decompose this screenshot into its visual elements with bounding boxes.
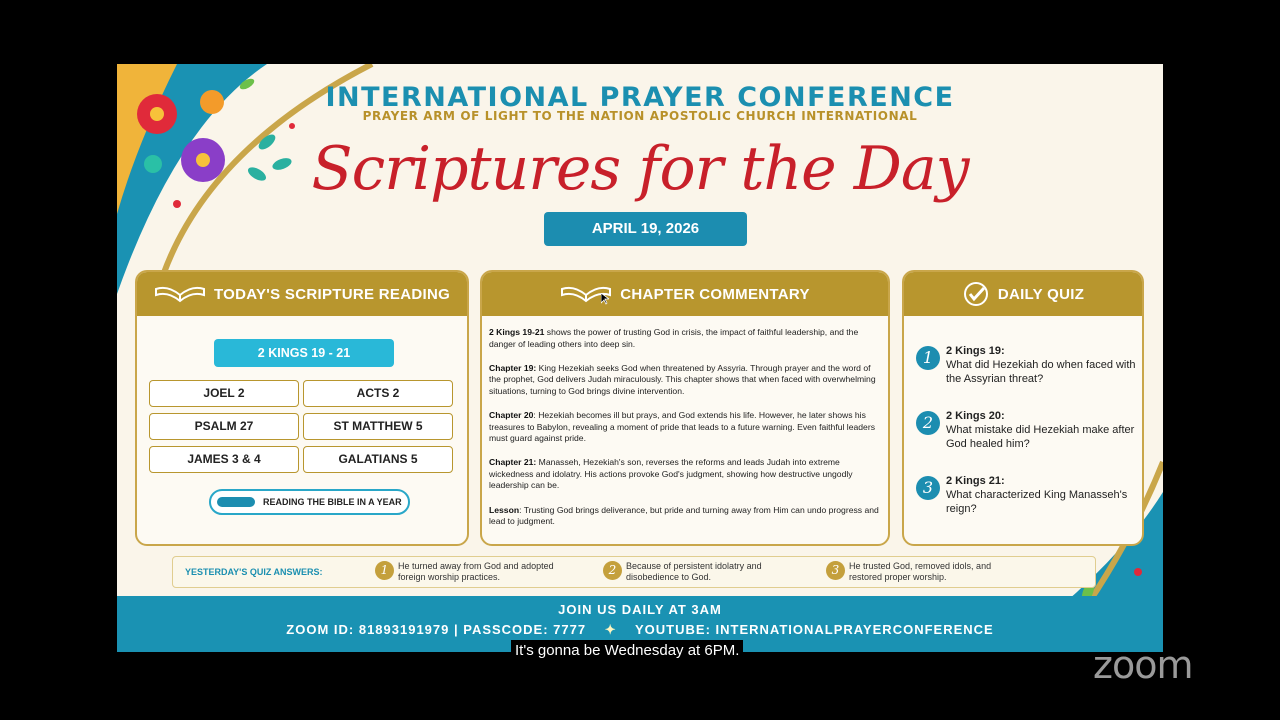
open-book-icon — [154, 285, 206, 303]
answer-item — [603, 561, 803, 582]
commentary-paragraph: Chapter 19: King Hezekiah seeks God when threatened by Assyria. Through prayer and the word of the prophet, God delivers Judah miraculously. This chapter shows that when faced with overwhelming situations, turning to God brings divine intervention. — [489, 362, 876, 396]
quiz-item — [916, 344, 1136, 386]
date-badge: APRIL 19, 2026 — [544, 212, 747, 246]
zoom-id-text: ZOOM ID: 81893191979 | PASSCODE: 7777 — [286, 622, 587, 637]
reading-item: ACTS 2 — [303, 380, 453, 407]
daily-quiz-panel — [902, 270, 1144, 546]
chapter-commentary-panel — [480, 270, 890, 546]
reading-item: GALATIANS 5 — [303, 446, 453, 473]
answer-item — [375, 561, 575, 582]
sparkle-icon: ✦ — [604, 622, 617, 637]
commentary-body — [489, 327, 881, 540]
zoom-logo: zoom — [1093, 643, 1193, 687]
quiz-heading: DAILY QUIZ — [997, 285, 1085, 303]
yesterday-label: YESTERDAY'S QUIZ ANSWERS: — [185, 567, 323, 577]
quiz-question: What did Hezekiah do when faced with the Assyrian threat? — [946, 359, 1136, 385]
commentary-paragraph: Chapter 20: Hezekiah becomes ill but prays, and God extends his life. However, he later shows his treasures to Babylon, revealing a moment of pride that leads to a future warning. Even faithful leaders must guard against pride. — [489, 409, 875, 444]
answer-text: Because of persistent idolatry and disobedience to God. — [626, 561, 762, 582]
quiz-item — [916, 474, 1136, 516]
commentary-paragraph: Chapter 21: Manasseh, Hezekiah's son, reverses the reforms and leads Judah into extreme wickedness and idolatry. His actions provoke God's judgment, showing how destructive ungodly leadership can be. — [489, 457, 853, 491]
quiz-number: 1 — [916, 346, 940, 370]
quiz-ref: 2 Kings 21: — [946, 475, 1005, 487]
footer-contact — [117, 622, 1163, 638]
answer-item — [826, 561, 1026, 582]
answer-number: 2 — [603, 561, 622, 580]
reading-grid — [149, 380, 455, 473]
answer-number: 1 — [375, 561, 394, 580]
quiz-question: What mistake did Hezekiah make after God healed him? — [946, 424, 1135, 450]
quiz-header — [904, 272, 1142, 316]
quiz-number: 3 — [916, 476, 940, 500]
quiz-ref: 2 Kings 20: — [946, 410, 1005, 422]
answer-text: He turned away from God and adopted foreign worship practices. — [398, 561, 554, 582]
shared-screen-slide — [117, 64, 1163, 652]
progress-fill — [217, 497, 255, 507]
quiz-item — [916, 409, 1136, 451]
progress-label: READING THE BIBLE IN A YEAR — [263, 497, 402, 507]
quiz-ref: 2 Kings 19: — [946, 345, 1005, 357]
script-title: Scriptures for the Day — [311, 134, 969, 204]
scripture-reading-header — [137, 272, 467, 316]
commentary-heading: CHAPTER COMMENTARY — [620, 285, 810, 303]
main-reading-chip: 2 KINGS 19 - 21 — [214, 339, 394, 367]
commentary-paragraph: Lesson: Trusting God brings deliverance, but pride and turning away from Him can undo progress and lead to judgment. — [489, 504, 879, 527]
live-caption: It's gonna be Wednesday at 6PM. — [511, 640, 743, 662]
conference-title: INTERNATIONAL PRAYER CONFERENCE — [325, 82, 955, 113]
scripture-reading-panel — [135, 270, 469, 546]
reading-item: JAMES 3 & 4 — [149, 446, 299, 473]
quiz-question: What characterized King Manasseh's reign? — [946, 489, 1128, 515]
youtube-text: YOUTUBE: INTERNATIONALPRAYERCONFERENCE — [635, 622, 994, 637]
yesterday-answers-bar — [172, 556, 1096, 588]
answer-text: He trusted God, removed idols, and restored proper worship. — [849, 561, 992, 582]
commentary-paragraph: 2 Kings 19-21 shows the power of trusting God in crisis, the impact of faithful leadership, and the danger of leading others into deep sin. — [489, 327, 859, 349]
quiz-number: 2 — [916, 411, 940, 435]
reading-item: ST MATTHEW 5 — [303, 413, 453, 440]
reading-item: JOEL 2 — [149, 380, 299, 407]
checkmark-badge-icon — [962, 280, 990, 308]
mouse-cursor-icon — [601, 292, 609, 310]
footer-schedule: JOIN US DAILY AT 3AM — [558, 602, 722, 617]
scripture-reading-heading: TODAY'S SCRIPTURE READING — [213, 285, 451, 303]
answer-number: 3 — [826, 561, 845, 580]
reading-item: PSALM 27 — [149, 413, 299, 440]
commentary-header — [482, 272, 888, 316]
reading-progress-bar — [209, 489, 410, 515]
conference-subtitle: PRAYER ARM OF LIGHT TO THE NATION APOSTOLIC CHURCH INTERNATIONAL — [362, 109, 918, 123]
